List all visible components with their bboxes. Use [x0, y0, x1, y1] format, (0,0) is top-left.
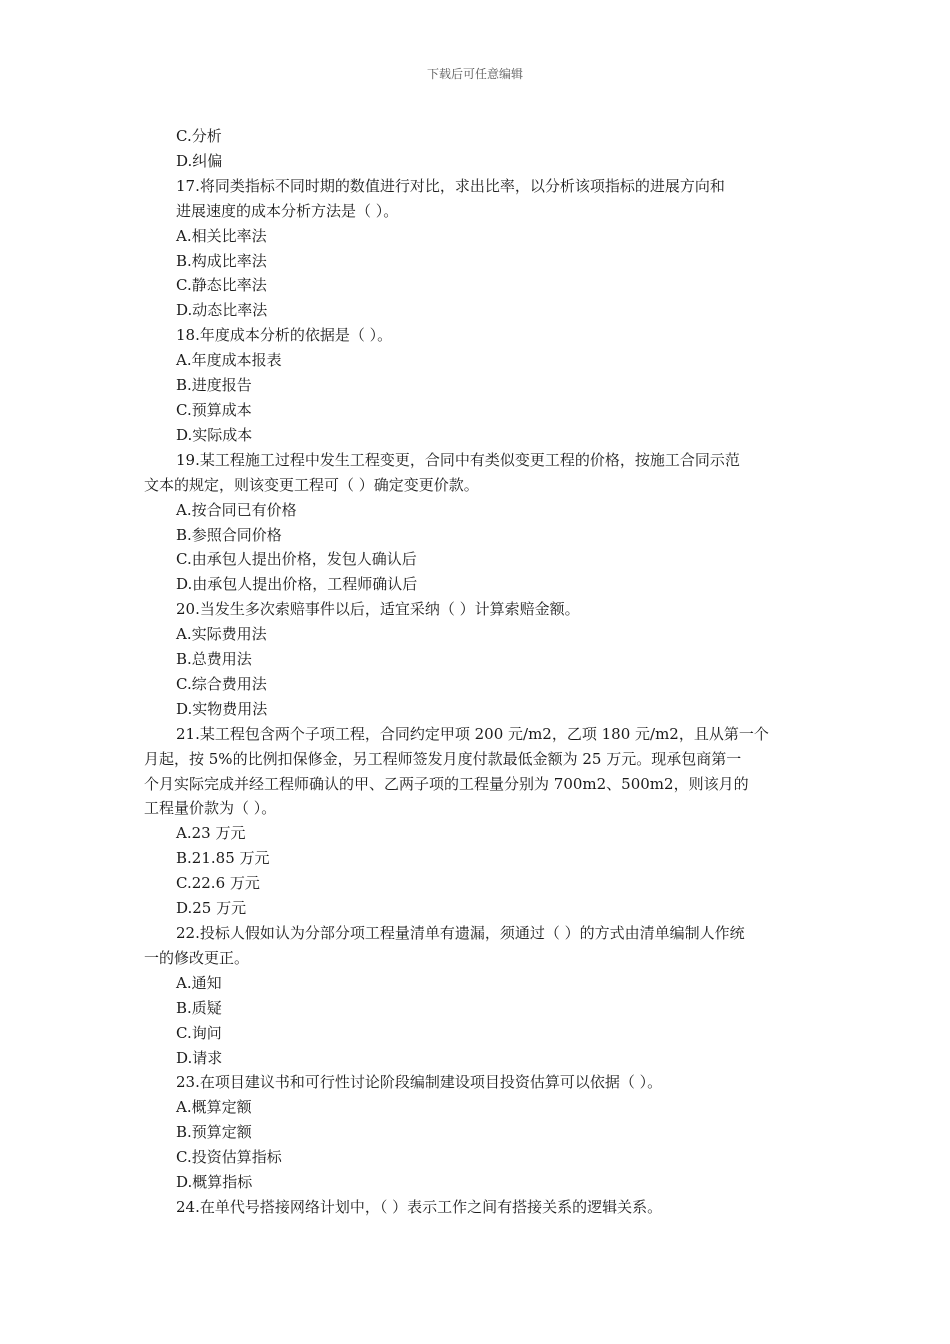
page-header: 下载后可任意编辑 — [426, 67, 523, 81]
text-line: 24.在单代号搭接网络计划中，（ ）表示工作之间有搭接关系的逻辑关系。 — [176, 1197, 663, 1216]
text-line: 个月实际完成并经工程师确认的甲、乙两子项的工程量分别为 700m2、500m2，则该月的 — [144, 774, 749, 793]
text-line: A.相关比率法 — [176, 226, 267, 245]
document-body — [144, 124, 808, 1220]
text-line: A.按合同已有价格 — [176, 500, 297, 519]
text-line: C.22.6 万元 — [176, 874, 260, 893]
text-line: 21.某工程包含两个子项工程，合同约定甲项 200 元/m2，乙项 180 元/m2，且从第一个 — [176, 724, 769, 743]
text-line: A.通知 — [176, 973, 222, 992]
text-line: D.概算指标 — [176, 1173, 253, 1192]
text-line: A.年度成本报表 — [176, 351, 282, 370]
text-line: C.询问 — [176, 1023, 222, 1042]
text-line: D.实际成本 — [176, 425, 253, 444]
text-line: B.21.85 万元 — [176, 849, 270, 868]
text-line: B.进度报告 — [176, 376, 252, 395]
text-line: B.总费用法 — [176, 650, 252, 669]
text-line: D.纠偏 — [176, 151, 223, 170]
text-line: C.预算成本 — [176, 400, 252, 419]
text-line: D.动态比率法 — [176, 301, 268, 320]
text-line: 20.当发生多次索赔事件以后，适宜采纳（ ）计算索赔金额。 — [176, 600, 580, 619]
text-line: B.构成比率法 — [176, 251, 267, 270]
text-line: B.预算定额 — [176, 1123, 252, 1142]
text-line: D.实物费用法 — [176, 699, 268, 718]
text-line: C.由承包人提出价格，发包人确认后 — [176, 550, 417, 569]
text-line: 22.投标人假如认为分部分项工程量清单有遗漏，须通过（ ）的方式由清单编制人作统 — [176, 924, 745, 942]
text-line: C.综合费用法 — [176, 674, 267, 693]
text-line: A.实际费用法 — [176, 625, 267, 644]
text-line: A.23 万元 — [176, 824, 246, 843]
text-line: D.由承包人提出价格，工程师确认后 — [176, 575, 418, 594]
text-line: B.质疑 — [176, 998, 222, 1017]
text-line: D.请求 — [176, 1048, 223, 1067]
text-line: 17.将同类指标不同时期的数值进行对比，求出比率，以分析该项指标的进展方向和 — [176, 176, 725, 195]
text-line: D.25 万元 — [176, 899, 247, 918]
text-line: 进展速度的成本分析方法是（ ）。 — [176, 201, 399, 220]
text-line: C.分析 — [176, 127, 222, 145]
text-line: 月起，按 5%的比例扣保修金，另工程师签发月度付款最低金额为 25 万元。现承包商第一 — [144, 749, 742, 768]
text-line: B.参照合同价格 — [176, 525, 282, 544]
text-line: 一的修改更正。 — [144, 948, 250, 967]
text-line: C.静态比率法 — [176, 276, 267, 295]
text-line: A.概算定额 — [176, 1098, 252, 1117]
text-line: 19.某工程施工过程中发生工程变更，合同中有类似变更工程的价格，按施工合同示范 — [176, 450, 740, 469]
text-line: 23.在项目建议书和可行性讨论阶段编制建设项目投资估算可以依据（ ）。 — [176, 1073, 663, 1092]
text-line: C.投资估算指标 — [176, 1148, 282, 1167]
text-line: 18.年度成本分析的依据是（ ）。 — [176, 326, 393, 345]
text-line: 文本的规定，则该变更工程可（ ）确定变更价款。 — [144, 475, 479, 494]
text-line: 工程量价款为（ ）。 — [144, 799, 277, 818]
